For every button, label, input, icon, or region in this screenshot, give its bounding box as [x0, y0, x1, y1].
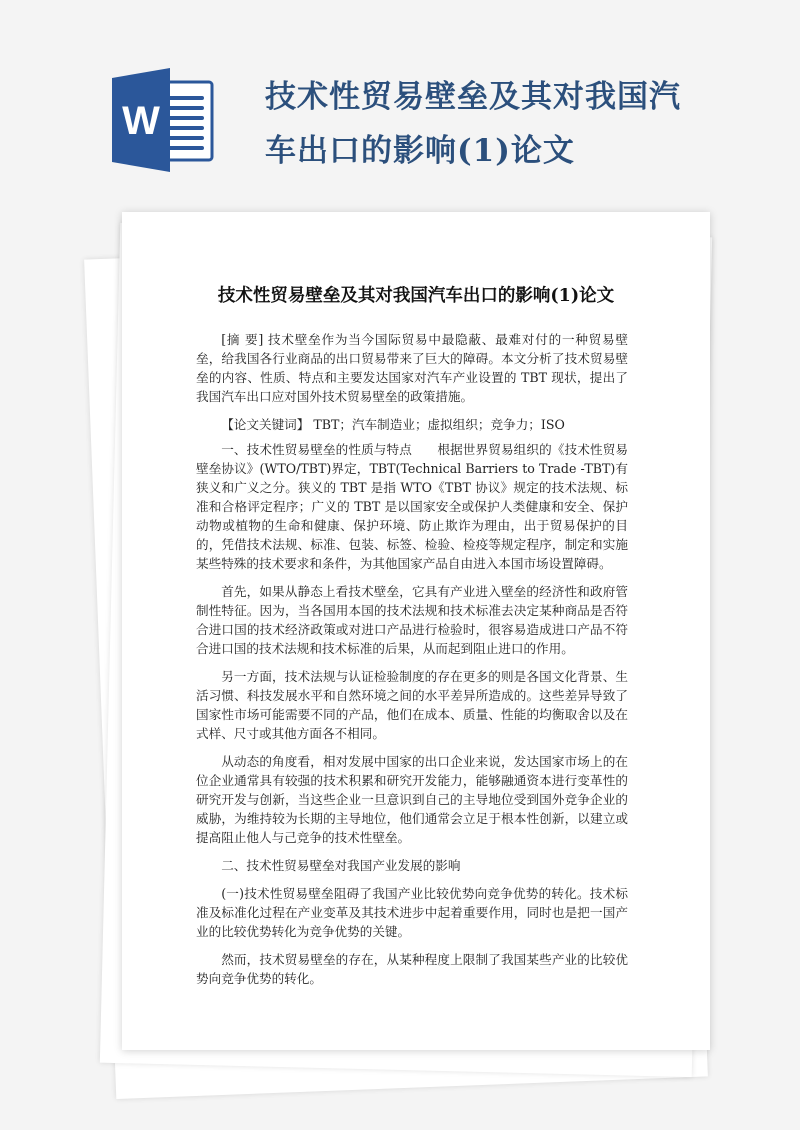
body-paragraph: 然而，技术贸易壁垒的存在，从某种程度上限制了我国某些产业的比较优势向竞争优势的转化。: [196, 952, 628, 986]
body-paragraph: 一、技术性贸易壁垒的性质与特点 根据世界贸易组织的《技术性贸易壁垒协议》(WTO/TBT)界定，TBT(Technical Barriers to Trade -TBT)有狭义和广义之分。狭义的 TBT 是指 WTO《TBT 协议》规定的技术法规、标准和合格评定程序；广义的 TBT 是以国家安全或保护人类健康和安全、保护动物或植物的生命和健康、保护环境、防止欺诈为理由，出于贸易保护的目的，凭借技术法规、标准、包装、标签、检验、检疫等规定程序，制定和实施某些特殊的技术要求和条件，为其他国家产品自由进入本国市场设置障碍。: [196, 442, 628, 571]
document-page: [122, 212, 710, 1050]
word-icon: [112, 68, 214, 172]
section-heading: 二、技术性贸易壁垒对我国产业发展的影响: [221, 858, 461, 873]
header-title: 技术性贸易壁垒及其对我国汽车出口的影响(1)论文: [265, 79, 681, 169]
abstract-paragraph: [摘 要] 技术壁垒作为当今国际贸易中最隐蔽、最难对付的一种贸易壁垒，给我国各行业商品的出口贸易带来了巨大的障碍。本文分析了技术贸易壁垒的内容、性质、特点和主要发达国家对汽车产业设置的 TBT 现状，提出了我国汽车出口应对国外技术贸易壁垒的政策措施。: [196, 332, 628, 404]
svg-text:W: W: [122, 99, 160, 143]
keywords-paragraph: 【论文关键词】 TBT；汽车制造业；虚拟组织；竞争力；ISO: [221, 417, 565, 432]
body-paragraph: 从动态的角度看，相对发展中国家的出口企业来说，发达国家市场上的在位企业通常具有较强的技术积累和研究开发能力，能够融通资本进行变革性的研究开发与创新，当这些企业一旦意识到自己的主导地位受到国外竞争企业的威胁，为维持较为长期的主导地位，他们通常会立足于根本性创新，以建立或提高阻止他人与己竞争的技术性壁垒。: [196, 754, 628, 845]
body-paragraph: 另一方面，技术法规与认证检验制度的存在更多的则是各国文化背景、生活习惯、科技发展水平和自然环境之间的水平差异所造成的。这些差异导致了国家性市场可能需要不同的产品，他们在成本、质量、性能的均衡取舍以及在式样、尺寸或其他方面各不相同。: [196, 669, 628, 741]
document-title: 技术性贸易壁垒及其对我国汽车出口的影响(1)论文: [217, 286, 615, 306]
body-paragraph: 首先，如果从静态上看技术壁垒，它具有产业进入壁垒的经济性和政府管制性特征。因为，当各国用本国的技术法规和技术标准去决定某种商品是否符合进口国的技术经济政策或对进口产品进行检验时，很容易造成进口产品不符合进口国的技术法规和技术标准的后果，从而起到阻止进口的作用。: [196, 584, 628, 656]
body-paragraph: (一)技术性贸易壁垒阻碍了我国产业比较优势向竞争优势的转化。技术标准及标准化过程在产业变革及其技术进步中起着重要作用，同时也是把一国产业的比较优势转化为竞争优势的关键。: [196, 886, 628, 939]
document-body: [196, 330, 628, 997]
